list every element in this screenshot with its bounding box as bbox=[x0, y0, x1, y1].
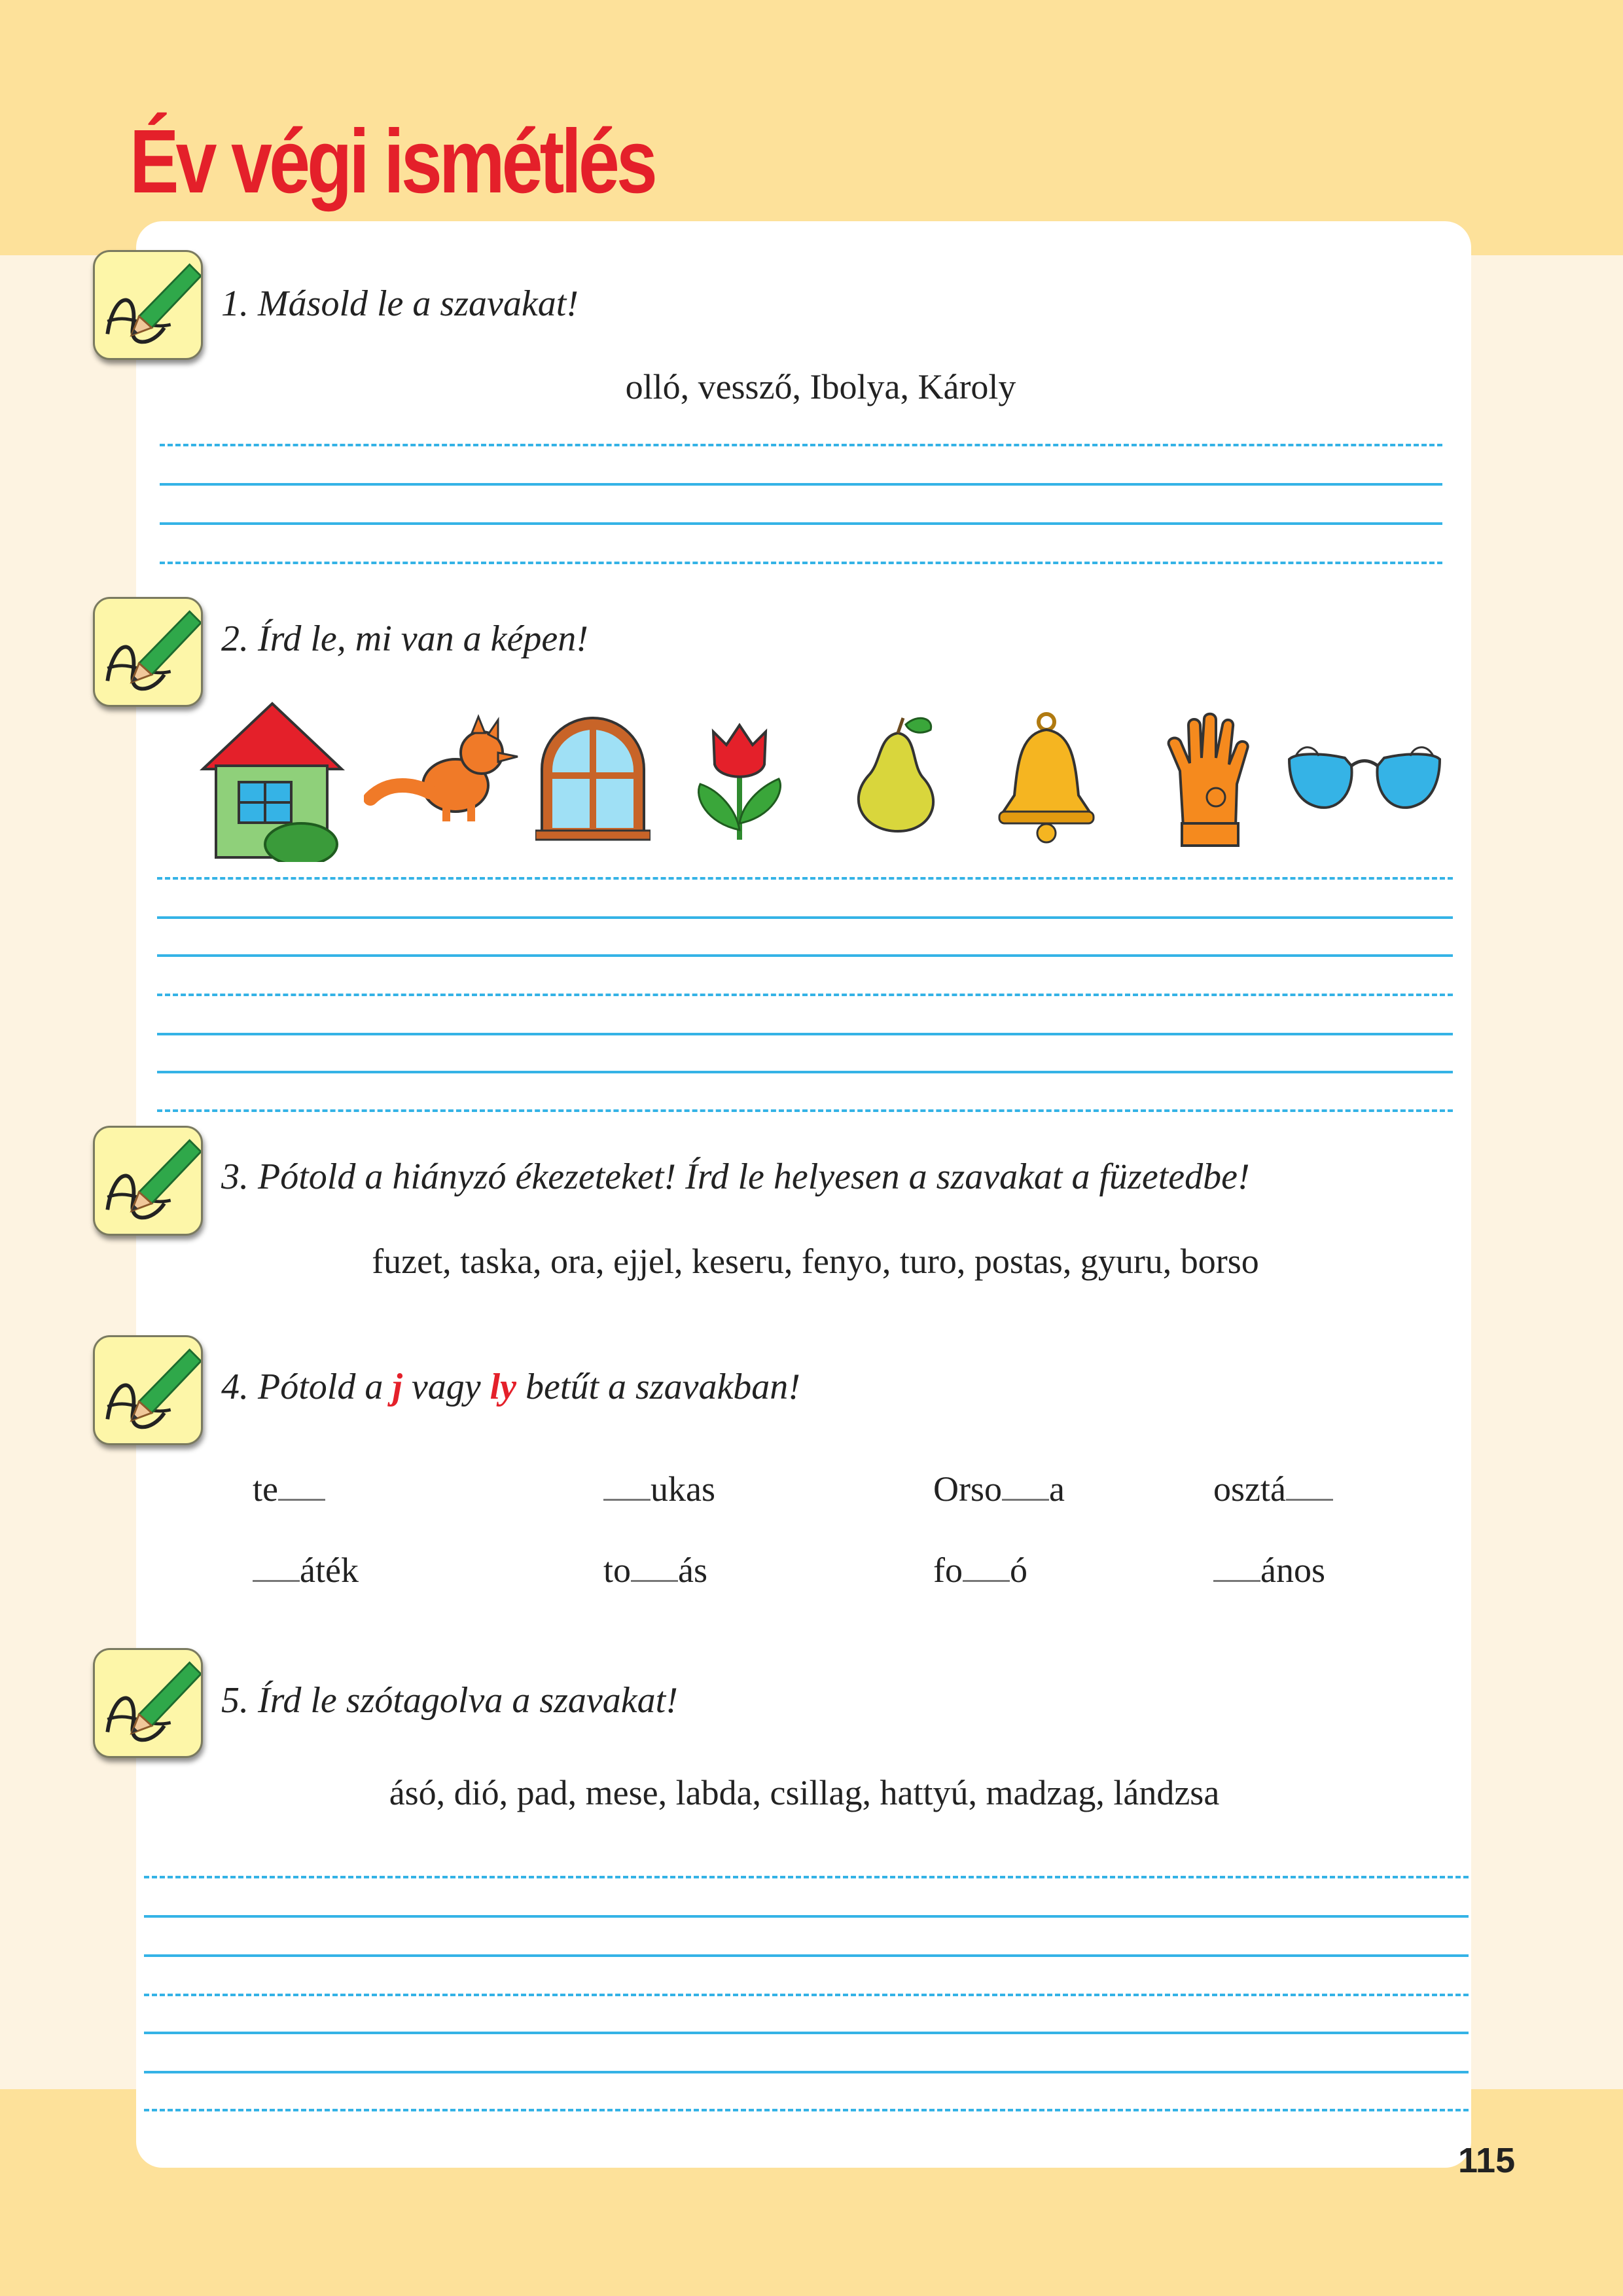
writing-pencil-icon bbox=[93, 250, 203, 360]
task-1-instruction: 1. Másold le a szavakat! bbox=[221, 283, 579, 324]
writing-line bbox=[157, 994, 1453, 996]
house-icon bbox=[196, 697, 348, 862]
window-icon bbox=[535, 710, 651, 841]
fill-item: áték bbox=[253, 1550, 359, 1590]
letter-j: j bbox=[392, 1367, 402, 1407]
task-3-instruction: 3. Pótold a hiányzó ékezeteket! Írd le helyesen a szavakat a füzetedbe! bbox=[221, 1157, 1250, 1197]
bell-icon bbox=[991, 710, 1101, 844]
blank-field[interactable] bbox=[1002, 1472, 1049, 1501]
writing-line bbox=[144, 2032, 1469, 2034]
glasses-icon bbox=[1283, 740, 1446, 821]
blank-field[interactable] bbox=[631, 1553, 678, 1582]
fill-item: ános bbox=[1213, 1550, 1325, 1590]
writing-line bbox=[160, 444, 1442, 446]
fill-item: to ás bbox=[603, 1551, 707, 1590]
tulip-icon bbox=[681, 719, 798, 843]
writing-pencil-icon bbox=[93, 597, 203, 707]
writing-line bbox=[157, 877, 1453, 880]
fill-item: fo ó bbox=[933, 1551, 1027, 1590]
letter-ly: ly bbox=[490, 1367, 517, 1407]
writing-pencil-icon bbox=[93, 1648, 203, 1758]
blank-field[interactable] bbox=[963, 1553, 1010, 1582]
task-2-instruction: 2. Írd le, mi van a képen! bbox=[221, 619, 588, 659]
blank-field[interactable] bbox=[1286, 1472, 1333, 1501]
writing-line bbox=[157, 1033, 1453, 1035]
task-4-instruction: 4. Pótold a j vagy ly betűt a szavakban! bbox=[221, 1367, 800, 1407]
writing-line bbox=[160, 483, 1442, 486]
fill-item: Orso a bbox=[933, 1469, 1065, 1509]
writing-line bbox=[144, 1915, 1469, 1918]
page-number: 115 bbox=[1458, 2141, 1516, 2180]
fill-item: te bbox=[253, 1469, 325, 1509]
writing-line bbox=[144, 1876, 1469, 1878]
task-5-words: ásó, dió, pad, mese, labda, csillag, hattyú, madzag, lándzsa bbox=[389, 1773, 1220, 1812]
writing-line bbox=[160, 522, 1442, 525]
task-3-words: fuzet, taska, ora, ejjel, keseru, fenyo, turo, postas, gyuru, borso bbox=[372, 1242, 1259, 1281]
page-title: Év végi ismétlés bbox=[130, 111, 654, 212]
writing-line bbox=[157, 954, 1453, 957]
blank-field[interactable] bbox=[253, 1553, 300, 1582]
pear-icon bbox=[832, 710, 963, 834]
blank-field[interactable] bbox=[278, 1472, 325, 1501]
writing-line bbox=[144, 2109, 1469, 2111]
writing-pencil-icon bbox=[93, 1335, 203, 1445]
writing-line bbox=[144, 2071, 1469, 2073]
writing-line bbox=[144, 1994, 1469, 1996]
writing-line bbox=[157, 1109, 1453, 1112]
fox-icon bbox=[364, 713, 521, 825]
glove-icon bbox=[1164, 712, 1255, 850]
writing-line bbox=[160, 562, 1442, 564]
task-5-instruction: 5. Írd le szótagolva a szavakat! bbox=[221, 1680, 678, 1721]
writing-line bbox=[157, 1071, 1453, 1073]
fill-item: ukas bbox=[603, 1469, 715, 1509]
blank-field[interactable] bbox=[1213, 1553, 1260, 1582]
blank-field[interactable] bbox=[603, 1472, 651, 1501]
writing-pencil-icon bbox=[93, 1126, 203, 1236]
writing-line bbox=[157, 916, 1453, 919]
writing-line bbox=[144, 1954, 1469, 1957]
fill-item: osztá bbox=[1213, 1469, 1333, 1509]
task-1-words: olló, vessző, Ibolya, Károly bbox=[625, 367, 1016, 406]
